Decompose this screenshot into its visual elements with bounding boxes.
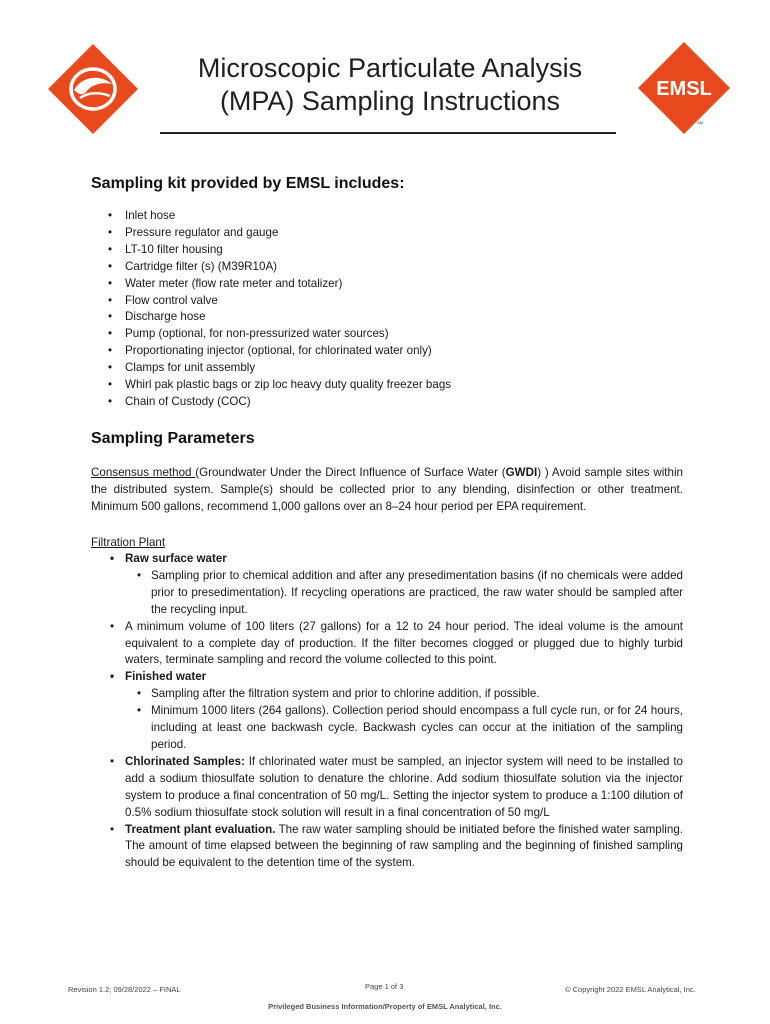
list-item: • Proportionating injector (optional, for chlorinated water only) [108, 343, 451, 360]
treatment-evaluation-item [91, 822, 683, 873]
list-item: • Pump (optional, for non-pressurized water sources) [108, 326, 451, 343]
title-divider [160, 132, 616, 134]
chlorinated-text: If chlorinated water must be sampled, an injector system will need to be installed to add a sodium thiosulfate solution to denature the chlorine. Add sodium thiosulfate solution via the injector system to produce a final concentration of 50 mg/L. Setting the injector system to produce a 1:100 dilution of 0.5% sodium thiosulfate stock solution will result in a final concentration of 50 mg/L [125, 754, 683, 819]
emsl-logo-text: EMSL [656, 78, 712, 100]
list-item: • Chain of Custody (COC) [108, 394, 451, 411]
list-item: • Whirl pak plastic bags or zip loc heavy duty quality freezer bags [108, 377, 451, 394]
footer-page-number: Page 1 of 3 [365, 982, 404, 991]
filtration-plant-list [91, 551, 683, 872]
emsl-left-logo [48, 44, 138, 134]
treatment-label: Treatment plant evaluation. [125, 822, 276, 836]
finished-water-item: • Finished water [91, 669, 683, 686]
consensus-text-a: (Groundwater Under the Direct Influence of Surface Water ( [195, 466, 506, 479]
list-item: • LT-10 filter housing [108, 242, 451, 259]
consensus-paragraph [91, 465, 683, 516]
filtration-plant-label: Filtration Plant [91, 536, 166, 549]
emsl-right-logo [638, 42, 730, 134]
list-item: • Cartridge filter (s) (M39R10A) [108, 259, 451, 276]
footer-privileged: Privileged Business Information/Property of EMSL Analytical, Inc. [268, 1002, 502, 1011]
document-title [150, 52, 630, 118]
list-item: • Clamps for unit assembly [108, 360, 451, 377]
treatment-text: The raw water sampling should be initiated before the finished water sampling. The amount of time elapsed between the beginning of raw sampling and the beginning of finished sampling should be equivalent to the detention time of the system. [125, 822, 683, 870]
emsl-logo-mark: SM [697, 120, 703, 125]
raw-water-detail: • Sampling prior to chemical addition and after any presedimentation basins (if no chemicals were added prior to presedimentation). If recycling operations are practiced, the raw water should be sampled after the recycling input. [91, 568, 683, 619]
chlorinated-samples-item [91, 754, 683, 822]
footer-copyright: © Copyright 2022 EMSL Analytical, Inc. [565, 985, 696, 994]
min-volume-item: • A minimum volume of 100 liters (27 gallons) for a 12 to 24 hour period. The ideal volume is the amount equivalent to a complete day of production. If the filter becomes clogged or plugged due to highly turbid waters, terminate sampling and record the volume collected to this point. [91, 619, 683, 670]
consensus-text-b: ) ) Avoid sample sites within the distributed system. Sample(s) should be collected prior to any blending, disinfection or other treatment. Minimum 500 gallons, recommend 1,000 gallons over an 8–24 hour period per EPA requirement. [91, 466, 683, 513]
finished-water-detail-1: • Sampling after the filtration system and prior to chlorine addition, if possible. [91, 686, 683, 703]
list-item: • Discharge hose [108, 309, 451, 326]
raw-water-item: • Raw surface water [91, 551, 683, 568]
footer-revision: Revision 1.2; 09/28/2022 – FINAL [68, 985, 181, 994]
finished-water-detail-2: • Minimum 1000 liters (264 gallons). Collection period should encompass a full cycle run, or for 24 hours, including at least one backwash cycle. Backwash cycles can occur at the initiation of the sampling period. [91, 703, 683, 754]
kit-heading: Sampling kit provided by EMSL includes: [91, 175, 405, 192]
list-item: • Water meter (flow rate meter and totalizer) [108, 276, 451, 293]
title-line-1: Microscopic Particulate Analysis [197, 53, 583, 83]
list-item: • Flow control valve [108, 293, 451, 310]
list-item: • Pressure regulator and gauge [108, 225, 451, 242]
list-item: • Inlet hose [108, 208, 451, 225]
title-line-2: (MPA) Sampling Instructions [219, 86, 561, 116]
gwdi-label: GWDI [505, 466, 538, 479]
params-heading: Sampling Parameters [91, 430, 255, 447]
chlorinated-label: Chlorinated Samples: [125, 754, 245, 768]
kit-list [108, 208, 451, 411]
consensus-method-label: Consensus method [91, 466, 196, 479]
